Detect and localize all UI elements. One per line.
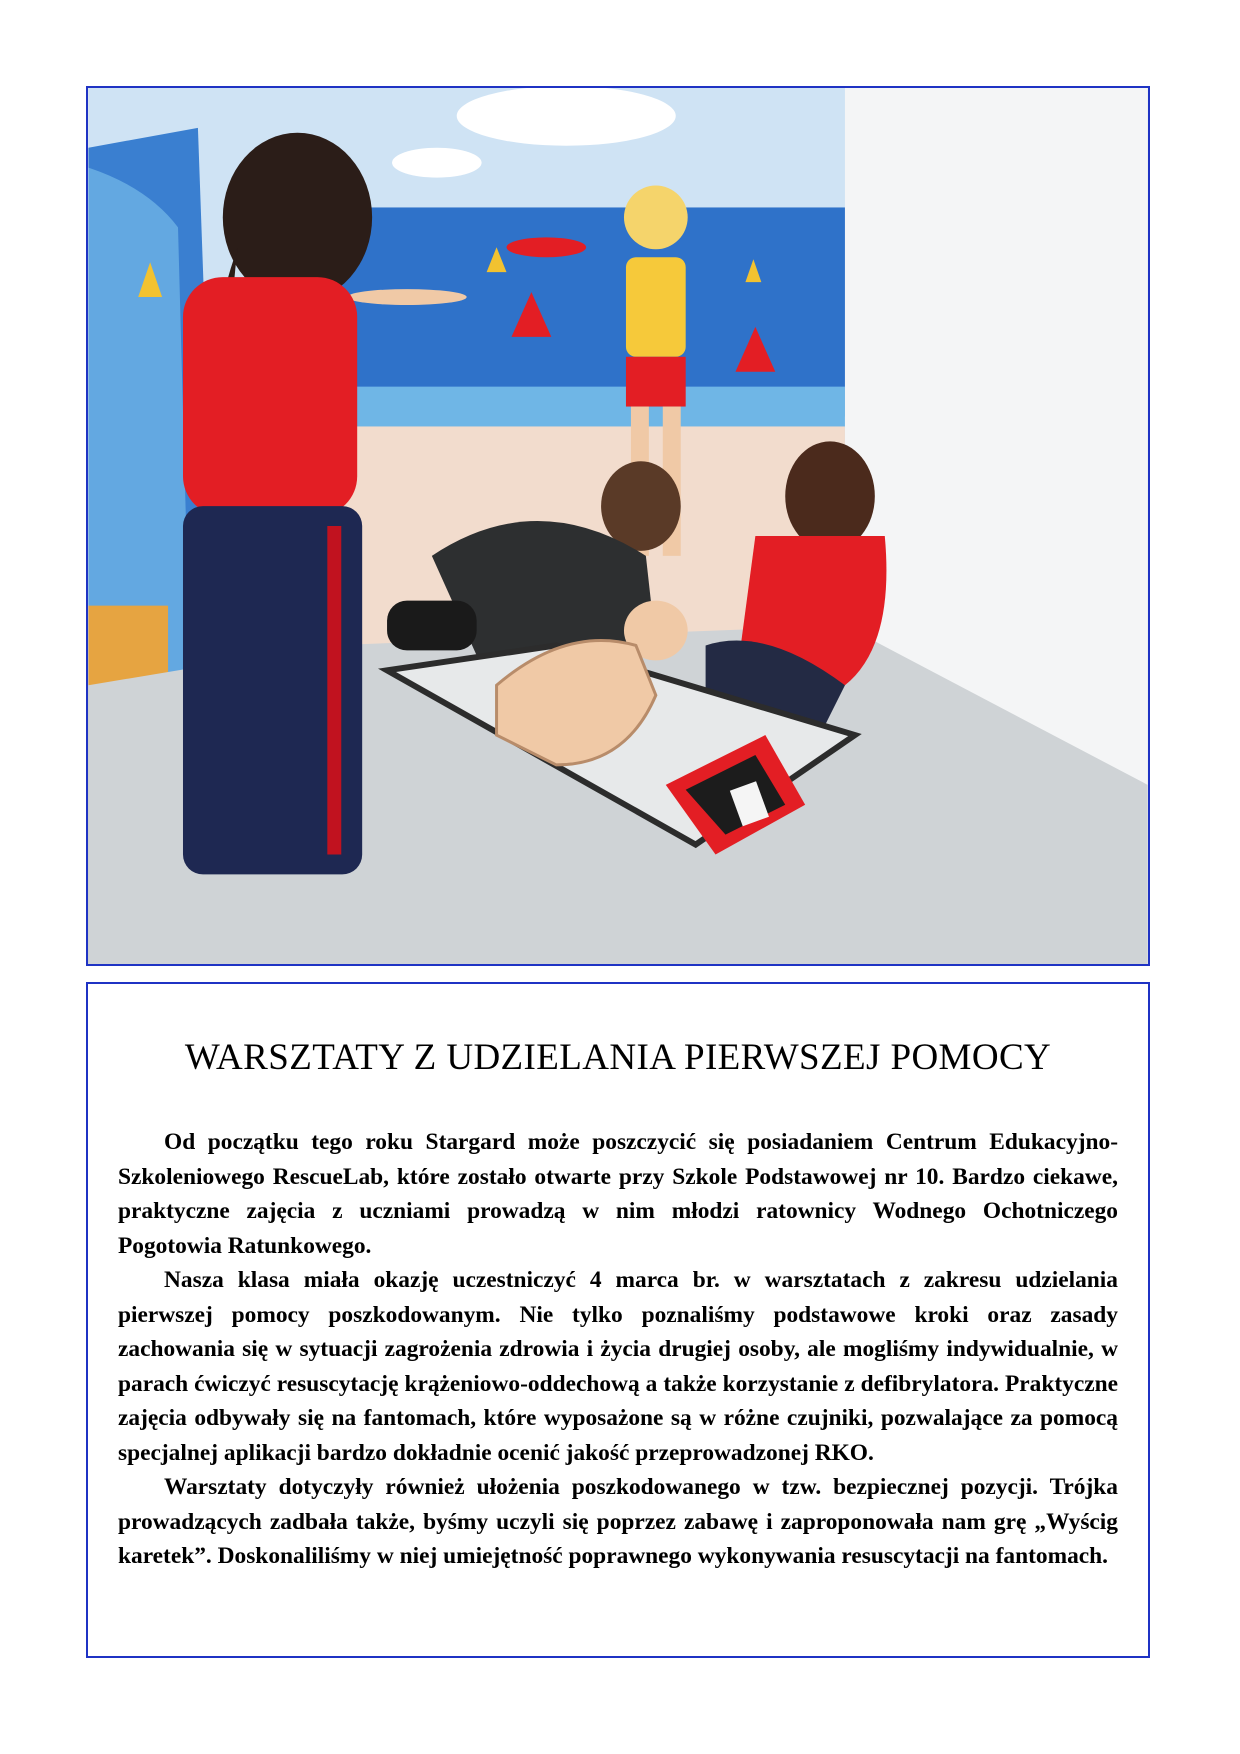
workshop-photo	[86, 86, 1150, 966]
standing-instructor-shirt	[183, 277, 357, 516]
article-paragraph-3: Warsztaty dotyczyły również ułożenia poszkodowanego w tzw. bezpiecznej pozycji. Trójka prowadzących zadbała także, byśmy uczyli się poprzez zabawę i zaproponowała nam grę „Wyścig karetek”. Doskonaliliśmy w niej umiejętność poprawnego wykonywania resuscytacji na fantomach.	[118, 1474, 1118, 1569]
workshop-photo-illustration	[88, 88, 1148, 964]
article-box	[86, 982, 1150, 1658]
article-paragraph-2: Nasza klasa miała okazję uczestniczyć 4 marca br. w warsztatach z zakresu udzielania pierwszej pomocy poszkodowanym. Nie tylko poznaliśmy podstawowe kroki oraz zasady zachowania się w sytuacji zagrożenia zdrowia i życia drugiej osoby, ale mogliśmy indywidualnie, w parach ćwiczyć resuscytację krążeniowo-oddechową a także korzystanie z defibrylatora. Praktyczne zajęcia odbywały się na fantomach, które wyposażone są w różne czujniki, pozwalające za pomocą specjalnej aplikacji bardzo dokładnie ocenić jakość przeprowadzonej RKO.	[118, 1267, 1118, 1466]
mural-sea	[327, 207, 845, 416]
article-title: WARSZTATY Z UDZIELANIA PIERWSZEJ POMOCY	[184, 1037, 1052, 1078]
article-paragraph-1: Od początku tego roku Stargard może poszczycić się posiadaniem Centrum Edukacyjno-Szkoleniowego RescueLab, które zostało otwarte przy Szkole Podstawowej nr 10. Bardzo ciekawe, praktyczne zajęcia z uczniami prowadzą w nim młodzi ratownicy Wodnego Ochotniczego Pogotowia Ratunkowego.	[118, 1129, 1118, 1259]
